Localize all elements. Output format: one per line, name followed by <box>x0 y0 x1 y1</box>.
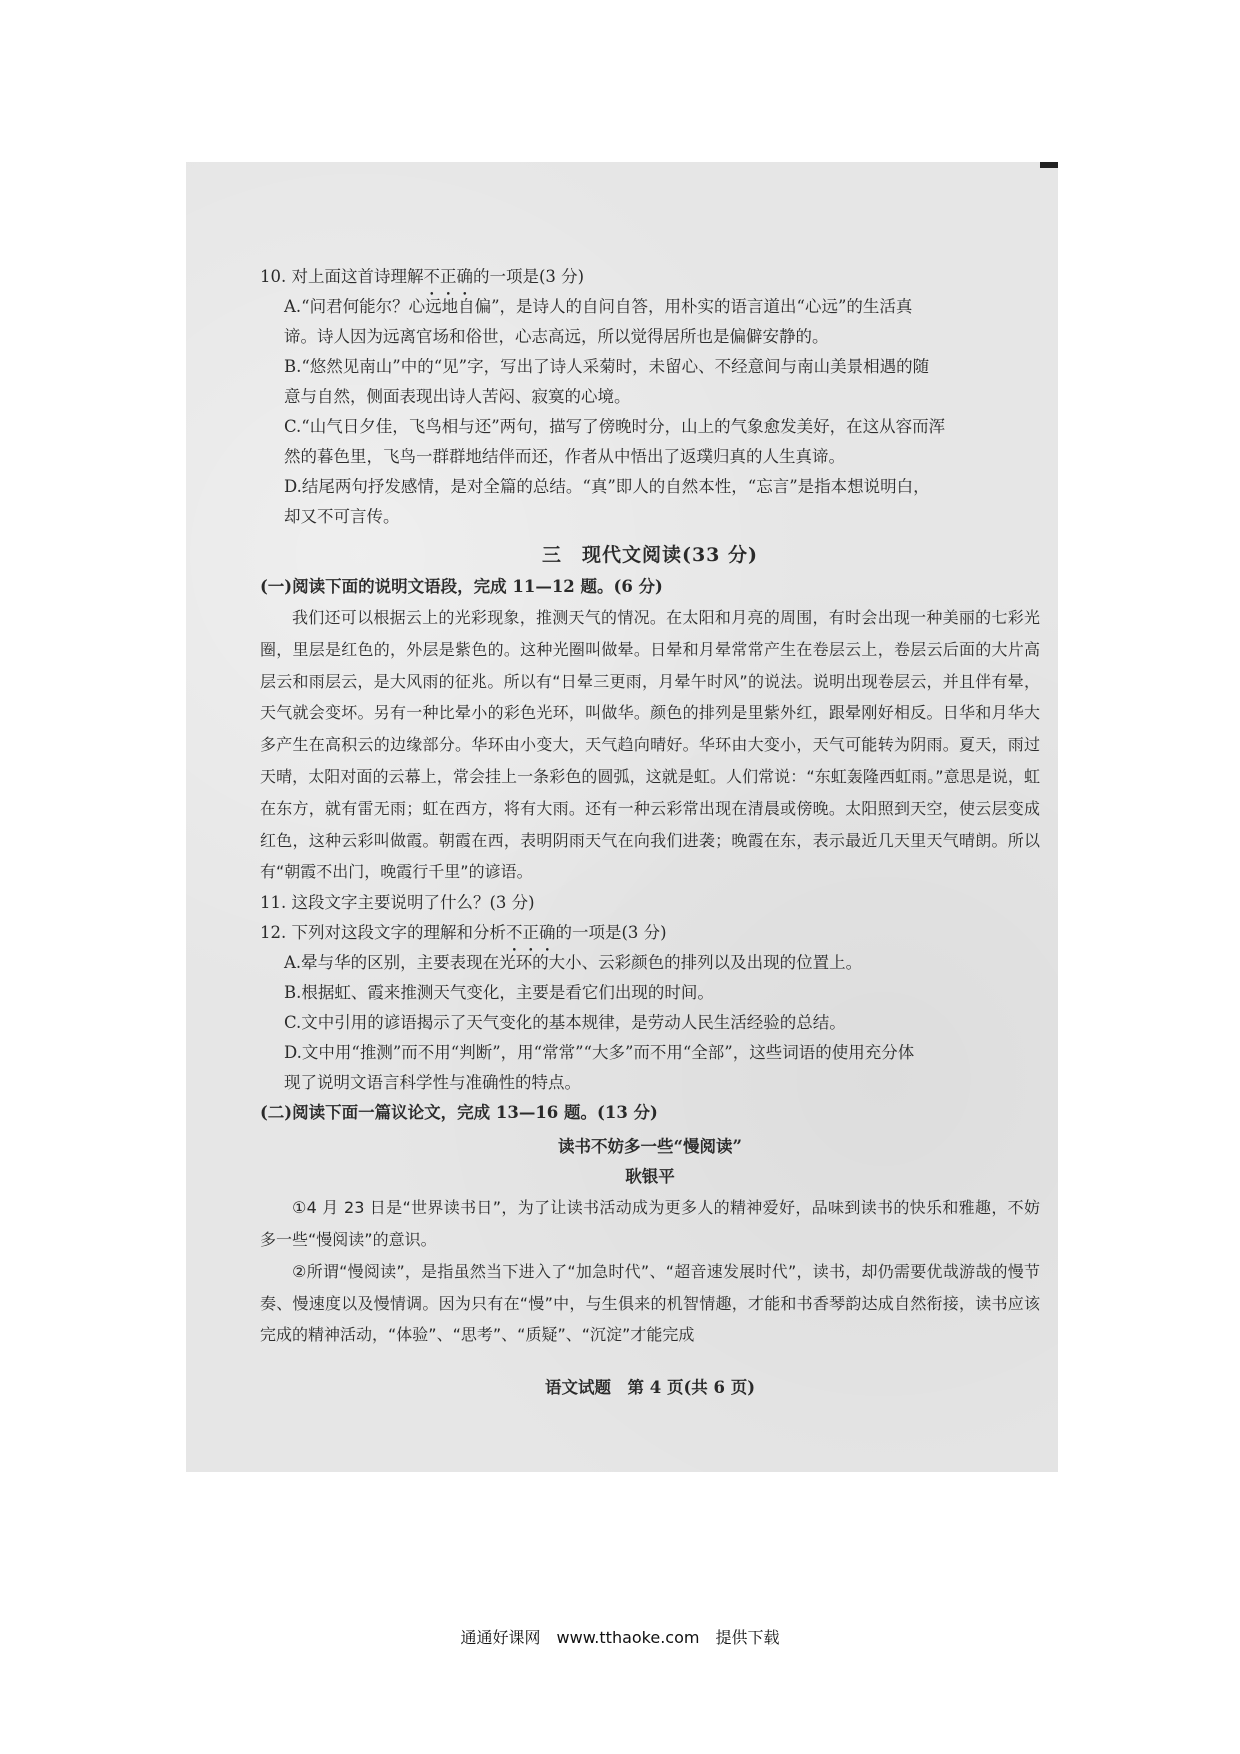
article-paragraph-2: ②所谓“慢阅读”，是指虽然当下进入了“加急时代”、“超音速发展时代”，读书，却仍需要优哉游哉的慢节奏、慢速度以及慢情调。因为只有在“慢”中，与生俱来的机智情趣，才能和书香琴韵达成自然衔接，读书应该完成的精神活动，“体验”、“思考”、“质疑”、“沉淀”才能完成 <box>260 1261 1040 1345</box>
emphasized-character: 不 <box>423 267 440 286</box>
emphasized-character: 正 <box>440 267 457 286</box>
option-text: “问君何能尔？心远地自偏”，是诗人的自问自答，用朴实的语言道出“心远”的生活真 <box>301 297 913 316</box>
part1-title: (一)阅读下面的说明文语段，完成 11—12 题。(6 分) <box>260 577 663 596</box>
part2-title: (二)阅读下面一篇议论文，完成 13—16 题。(13 分) <box>260 1103 658 1123</box>
article-author: 耿银平 <box>625 1167 675 1187</box>
option-text: 结尾两句抒发感情，是对全篇的总结。“真”即人的自然本性，“忘言”是指本想说明白， <box>301 477 930 496</box>
section-title: 三 现代文阅读(33 分) <box>541 544 759 566</box>
option-label: B. <box>284 357 302 376</box>
download-credit: 通通好课网 www.tthaoke.com 提供下载 <box>460 1628 780 1647</box>
option-label: B. <box>284 983 302 1003</box>
option-label: C. <box>284 1013 302 1033</box>
q12-stem-after: 的一项是(3 分) <box>555 923 667 943</box>
option-text: “山气日夕佳，飞鸟相与还”两句，描写了傍晚时分，山上的气象愈发美好，在这从容而浑 <box>301 417 946 436</box>
question-12-stem <box>260 918 1040 948</box>
emphasized-character: 确 <box>539 923 556 943</box>
q10-option-d <box>260 472 1040 502</box>
option-label: C. <box>284 417 302 436</box>
q10-stem-emphasis <box>424 267 474 286</box>
q10-option-c <box>260 412 1040 442</box>
expository-passage: 我们还可以根据云上的光彩现象，推测天气的情况。在太阳和月亮的周围，有时会出现一种美丽的七彩光圈，里层是红色的，外层是紫色的。这种光圈叫做晕。日晕和月晕常常产生在卷层云上，卷层云后面的大片高层云和雨层云，是大风雨的征兆。所以有“日晕三更雨，月晕午时风”的说法。说明出现卷层云，并且伴有晕，天气就会变坏。另有一种比晕小的彩色光环，叫做华。颜色的排列是里紫外红，跟晕刚好相反。日华和月华大多产生在高积云的边缘部分。华环由小变大，天气趋向晴好。华环由大变小，天气可能转为阴雨。夏天，雨过天晴，太阳对面的云幕上，常会挂上一条彩色的圆弧，这就是虹。人们常说：“东虹轰隆西虹雨。”意思是说，虹在东方，就有雷无雨；虹在西方，将有大雨。还有一种云彩常出现在清晨或傍晚。太阳照到天空，使云层变成红色，这种云彩叫做霞。朝霞在西，表明阴雨天气在向我们进袭；晚霞在东，表示最近几天里天气晴朗。所以有“朝霞不出门，晚霞行千里”的谚语。 <box>260 608 1040 882</box>
q10-option-a-cont: 谛。诗人因为远离官场和俗世，心志高远，所以觉得居所也是偏僻安静的。 <box>284 327 829 346</box>
q12-stem-before: 12. 下列对这段文字的理解和分析 <box>260 923 506 943</box>
q10-option-d-cont: 却又不可言传。 <box>284 507 400 526</box>
question-11: 11. 这段文字主要说明了什么？(3 分) <box>260 893 535 913</box>
q10-option-b <box>260 352 1040 382</box>
q10-option-c-cont: 然的暮色里，飞鸟一群群地结伴而还，作者从中悟出了返璞归真的人生真谛。 <box>284 447 845 466</box>
option-label: D. <box>284 477 302 496</box>
option-text: 根据虹、霞来推测天气变化，主要是看它们出现的时间。 <box>301 983 714 1003</box>
emphasized-character: 不 <box>506 923 523 943</box>
option-text: 文中引用的谚语揭示了天气变化的基本规律，是劳动人民生活经验的总结。 <box>301 1013 846 1033</box>
q10-option-b-cont: 意与自然，侧面表现出诗人苦闷、寂寞的心境。 <box>284 387 631 406</box>
scanned-exam-page <box>186 162 1058 1472</box>
option-text: 晕与华的区别，主要表现在光环的大小、云彩颜色的排列以及出现的位置上。 <box>301 953 863 973</box>
option-text: “悠然见南山”中的“见”字，写出了诗人采菊时，未留心、不经意间与南山美景相遇的随 <box>301 357 930 376</box>
question-10-stem <box>260 262 1040 292</box>
article-title: 读书不妨多一些“慢阅读” <box>558 1137 742 1157</box>
q10-option-a <box>260 292 1040 322</box>
q12-stem-emphasis <box>506 923 556 942</box>
q12-option-c <box>260 1008 1040 1038</box>
option-label: A. <box>284 953 302 973</box>
emphasized-character: 确 <box>456 267 473 286</box>
q12-option-a <box>260 948 1040 978</box>
q12-option-b <box>260 978 1040 1008</box>
option-label: D. <box>284 1043 302 1063</box>
q10-stem-after: 的一项是(3 分) <box>473 267 585 286</box>
option-label: A. <box>284 297 302 316</box>
page-content <box>260 262 1040 1420</box>
q10-stem-before: 10. 对上面这首诗理解 <box>260 267 424 286</box>
article-paragraph-1: ①4 月 23 日是“世界读书日”，为了让读书活动成为更多人的精神爱好，品味到读书的快乐和雅趣，不妨多一些“慢阅读”的意识。 <box>260 1198 1040 1249</box>
scan-edge-mark <box>1040 162 1058 168</box>
option-text: 文中用“推测”而不用“判断”，用“常常”“大多”而不用“全部”，这些词语的使用充分体 <box>301 1043 915 1063</box>
q12-option-d <box>260 1038 1040 1068</box>
page-footer: 语文试题 第 4 页(共 6 页) <box>544 1378 756 1398</box>
q12-option-d-cont: 现了说明文语言科学性与准确性的特点。 <box>284 1073 581 1093</box>
emphasized-character: 正 <box>522 923 539 943</box>
